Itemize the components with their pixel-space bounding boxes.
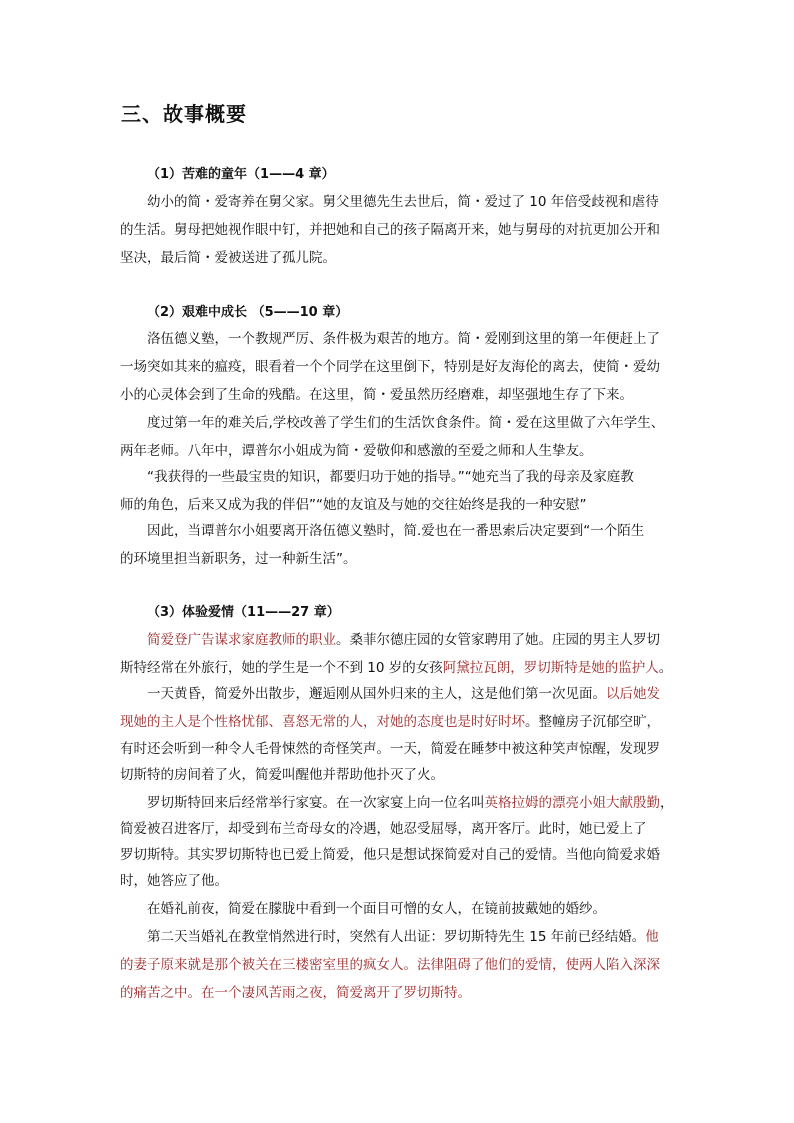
text-line xyxy=(120,439,680,459)
text-line xyxy=(120,981,680,1001)
text-segment: 。桑菲尔德庄园的女管家聘用了她。庄园的男主人罗切 xyxy=(336,632,660,648)
text-line xyxy=(120,246,680,266)
text-line xyxy=(147,519,707,539)
text-line xyxy=(147,190,707,210)
text-line xyxy=(147,682,707,702)
highlighted-text: 阿黛拉瓦朗，罗切斯特是她的监护人 xyxy=(442,660,659,676)
text-segment: 师的角色，后来又成为我的伴侣”“她的友谊及与她的交往始终是我的一种安慰” xyxy=(120,497,587,513)
text-segment: 简爱被召进客厅，却受到布兰奇母女的冷遇，她忍受屈辱，离开客厅。此时，她已爱上了 xyxy=(120,821,647,837)
text-segment: 。 xyxy=(658,660,673,676)
text-line xyxy=(120,763,680,783)
page-title: 三、故事概要 xyxy=(121,102,247,126)
text-line xyxy=(120,218,680,238)
text-line xyxy=(120,710,680,730)
text-line xyxy=(120,953,680,973)
text-segment: 两年老师。八年中，谭普尔小姐成为简・爱敬仰和感激的至爱之师和人生挚友。 xyxy=(120,443,593,459)
text-segment: 时，她答应了他。 xyxy=(120,873,228,889)
text-segment: 罗切斯特。其实罗切斯特也已爱上简爱，他只是想试探简爱对自己的爱情。当他向简爱求婚 xyxy=(120,847,660,863)
text-segment: 。整幢房子沉郁空旷， xyxy=(525,714,660,730)
text-line xyxy=(120,817,680,837)
text-line xyxy=(147,897,707,917)
text-line xyxy=(120,843,680,863)
text-segment: “我获得的一些最宝贵的知识，都要归功于她的指导。”“她充当了我的母亲及家庭教 xyxy=(147,469,634,485)
text-line xyxy=(147,465,707,485)
text-segment: 切斯特的房间着了火，简爱叫醒他并帮助他扑灭了火。 xyxy=(120,767,444,783)
text-line xyxy=(120,547,680,567)
section-heading: （2）艰难中成长 （5——10 章） xyxy=(147,305,349,320)
text-segment: ， xyxy=(660,795,674,811)
section-heading: （1）苦难的童年（1——4 章） xyxy=(147,167,335,182)
text-line xyxy=(120,869,680,889)
text-segment: 有时还会听到一种令人毛骨悚然的奇怪笑声。一天，简爱在睡梦中被这种笑声惊醒，发现罗 xyxy=(120,741,660,757)
text-line xyxy=(147,925,707,945)
text-segment: 第二天当婚礼在教堂悄然进行时，突然有人出证：罗切斯特先生 15 年前已经结婚。 xyxy=(147,929,646,945)
text-line xyxy=(147,411,707,431)
text-line xyxy=(120,737,680,757)
text-segment: 在婚礼前夜，简爱在朦胧中看到一个面目可憎的女人，在镜前披戴她的婚纱。 xyxy=(147,901,606,917)
text-segment: 度过第一年的难关后,学校改善了学生们的生活饮食条件。简・爱在这里做了六年学生、 xyxy=(147,415,665,431)
text-segment: 因此，当谭普尔小姐要离开洛伍德义塾时，简.爱也在一番思索后决定要到“一个陌生 xyxy=(147,523,645,539)
text-line xyxy=(147,791,707,811)
text-line xyxy=(120,493,680,513)
text-segment: 的生活。舅母把她视作眼中钉，并把她和自己的孩子隔离开来，她与舅母的对抗更加公开和 xyxy=(120,222,660,238)
highlighted-text: 简爱登广告谋求家庭教师的职业 xyxy=(147,632,336,648)
highlighted-text: 以后她发 xyxy=(606,686,660,702)
highlighted-text: 现她的主人是个性格忧郁、喜怒无常的人，对她的态度也是时好时坏 xyxy=(120,714,525,730)
highlighted-text: 的痛苦之中。在一个凄风苦雨之夜，简爱离开了罗切斯特。 xyxy=(120,985,471,1001)
text-segment: 一天黄昏，简爱外出散步，邂逅刚从国外归来的主人，这是他们第一次见面。 xyxy=(147,686,606,702)
section-heading: （3）体验爱情（11——27 章） xyxy=(147,605,340,620)
text-segment: 幼小的简・爱寄养在舅父家。舅父里德先生去世后，简・爱过了 10 年倍受歧视和虐待 xyxy=(147,194,659,210)
text-line xyxy=(147,628,707,648)
text-segment: 坚决，最后简・爱被送进了孤儿院。 xyxy=(120,250,336,266)
text-line xyxy=(120,355,680,375)
text-segment: 的环境里担当新职务，过一种新生活”。 xyxy=(120,551,357,567)
text-line xyxy=(120,383,680,403)
highlighted-text: 英格拉姆的漂亮小姐大献殷勤 xyxy=(484,795,660,811)
text-line xyxy=(147,327,707,347)
text-line xyxy=(120,656,680,676)
text-segment: 洛伍德义塾，一个教规严厉、条件极为艰苦的地方。简・爱刚到这里的第一年便赶上了 xyxy=(147,331,660,347)
text-segment: 斯特经常在外旅行，她的学生是一个不到 10 岁的女孩 xyxy=(120,660,443,676)
text-segment: 罗切斯特回来后经常举行家宴。在一次家宴上向一位名叫 xyxy=(147,795,485,811)
text-segment: 一场突如其来的瘟疫，眼看着一个个同学在这里倒下，特别是好友海伦的离去，使简・爱幼 xyxy=(120,359,660,375)
highlighted-text: 的妻子原来就是那个被关在三楼密室里的疯女人。法律阻碍了他们的爱情，使两人陷入深深 xyxy=(120,957,660,973)
highlighted-text: 他 xyxy=(645,929,659,945)
text-segment: 小的心灵体会到了生命的残酷。在这里，简・爱虽然历经磨难，却坚强地生存了下来。 xyxy=(120,387,633,403)
